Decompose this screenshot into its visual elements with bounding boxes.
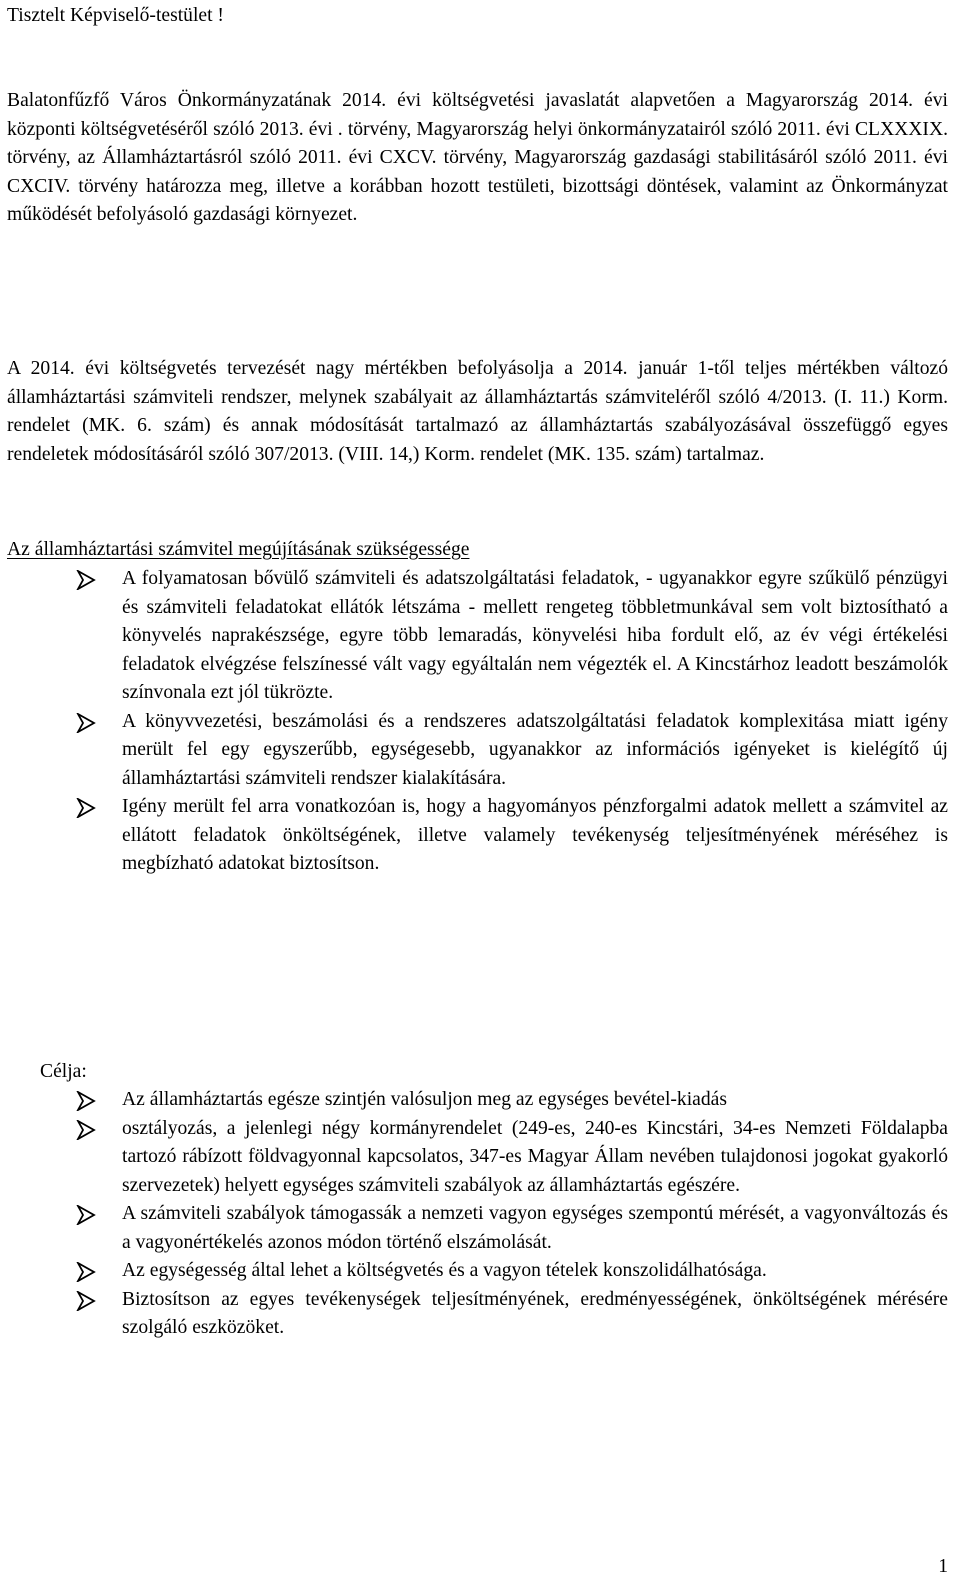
- list-item-text: A számviteli szabályok támogassák a nemzeti vagyon egységes szempontú mérését, a vagyonváltozás és a vagyonértékelés azonos módon történő elszámolását.: [122, 1203, 948, 1253]
- arrowhead-bullet-icon: [76, 1205, 96, 1225]
- list-item-text: Igény merült fel arra vonatkozóan is, hogy a hagyományos pénzforgalmi adatok mellett a számvitel az ellátott feladatok önköltségének, illetve valamely tevékenység teljesítményének méréséhez is megbízható adatokat biztosítson.: [122, 796, 948, 874]
- list-item-text: Biztosítson az egyes tevékenységek teljesítményének, eredményességének, önköltségének mérésére szolgáló eszközöket.: [122, 1288, 948, 1338]
- necessity-list: [0, 565, 960, 879]
- arrowhead-bullet-icon: [76, 713, 96, 733]
- arrowhead-bullet-icon: [76, 570, 96, 590]
- list-item-text: A könyvvezetési, beszámolási és a rendszeres adatszolgáltatási feladatok komplexitása miatt igény merült fel egy egyszerűbb, egységesebb, ugyanakkor az információs igényeket is kielégítő új államháztartási számviteli rendszer kialakítására.: [122, 710, 948, 789]
- greeting: Tisztelt Képviselő-testület !: [7, 5, 224, 26]
- list-item-text: A folyamatosan bővülő számviteli és adatszolgáltatási feladatok, - ugyanakkor egyre szűkülő pénzügyi és számviteli feladatokat ellátók létszáma - mellett rengeteg többletmunkával sem volt biztosítható a könyvelés naprakészsége, egyre több lemaradás, könyvelési hiba fordult elő, az év végi értékelési feladatok elvégzése felszínessé vált vagy egyáltalán nem végezték el. A Kincstárhoz leadott beszámolók színvonala ezt jól tükrözte.: [122, 568, 948, 703]
- list-item: [0, 708, 960, 794]
- list-item-text: Az államháztartás egésze szintjén valósuljon meg az egységes bevétel-kiadás: [122, 1089, 727, 1110]
- list-item-text: Az egységesség által lehet a költségvetés és a vagyon tételek konszolidálhatósága.: [122, 1260, 767, 1281]
- list-item: [0, 1115, 960, 1201]
- list-item: [0, 1257, 960, 1286]
- intro-paragraph: Balatonfűzfő Város Önkormányzatának 2014. évi költségvetési javaslatát alapvetően a Magyarország 2014. évi központi költségvetéséről szóló 2013. évi . törvény, Magyarország helyi önkormányzatairól szóló 2011. évi CLXXXIX. törvény, az Államháztartásról szóló 2011. évi CXCV. törvény, Magyarország gazdasági stabilitásáról szóló 2011. évi CXCIV. törvény határozza meg, illetve a korábban hozott testületi, bizottsági döntések, valamint az Önkormányzat működését befolyásoló gazdasági környezet.: [7, 90, 948, 225]
- goals-list: [0, 1086, 960, 1343]
- list-item: [0, 1286, 960, 1343]
- arrowhead-bullet-icon: [76, 1120, 96, 1140]
- goals-label: Célja:: [40, 1061, 87, 1082]
- arrowhead-bullet-icon: [76, 1091, 96, 1111]
- arrowhead-bullet-icon: [76, 798, 96, 818]
- list-item-text: osztályozás, a jelenlegi négy kormányrendelet (249-es, 240-es Kincstári, 34-es Nemzeti Földalapba tartozó rábízott földvagyonnal kapcsolatos, 347-es Magyar Állam nevében tulajdonosi jogokat gyakorló szervezetek) helyett egységes számviteli szabályok az államháztartás egészére.: [122, 1117, 948, 1196]
- accounting-change-paragraph: A 2014. évi költségvetés tervezését nagy mértékben befolyásolja a 2014. január 1-től teljes mértékben változó államháztartási számviteli rendszer, melynek szabályait az államháztartás számviteléről szóló 4/2013. (I. 11.) Korm. rendelet (MK. 6. szám) és annak módosítását tartalmazó az államháztartás szabályozásával összefüggő egyes rendeletek módosításáról szóló 307/2013. (VIII. 14,) Korm. rendelet (MK. 135. szám) tartalmaz.: [7, 358, 948, 465]
- page-number: 1: [938, 1556, 948, 1577]
- list-item: [0, 1086, 960, 1115]
- arrowhead-bullet-icon: [76, 1262, 96, 1282]
- section-heading: Az államháztartási számvitel megújításának szükségessége: [7, 539, 470, 560]
- list-item: [0, 1200, 960, 1257]
- arrowhead-bullet-icon: [76, 1291, 96, 1311]
- list-item: [0, 793, 960, 879]
- list-item: [0, 565, 960, 708]
